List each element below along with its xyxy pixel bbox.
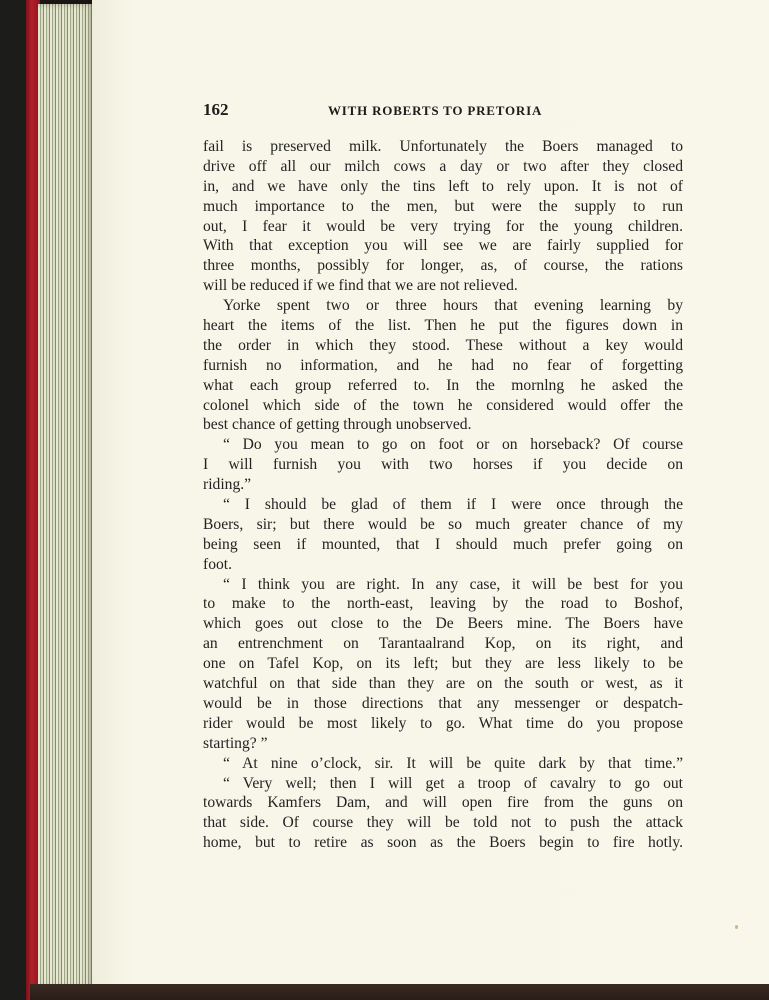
text-line: I will furnish you with two horses if you decide on [203, 456, 683, 474]
text-line: three months, possibly for longer, as, of course, the rations [203, 257, 683, 275]
text-line: drive off all our milch cows a day or two after they closed [203, 157, 683, 175]
text-line: With that exception you will see we are fairly supplied for [203, 237, 683, 255]
text-line: starting? ” [203, 734, 268, 752]
text-line: fail is preserved milk. Unfortunately the Boers managed to [203, 138, 683, 155]
text-line: “ I should be glad of them if I were once through the [223, 496, 683, 514]
text-line: colonel which side of the town he considered would offer the [203, 396, 683, 414]
body-text [203, 137, 683, 853]
text-line: that side. Of course they will be told not to push the attack [203, 814, 683, 832]
text-line: riding.” [203, 476, 252, 494]
text-line: best chance of getting through unobserved. [203, 416, 472, 434]
text-line: furnish no information, and he had no fear of forgetting [203, 356, 683, 374]
text-line: watchful on that side than they are on the south or west, as it [203, 675, 683, 693]
text-line: towards Kamfers Dam, and will open fire from the guns on [203, 794, 683, 812]
text-line: “ I think you are right. In any case, it will be best for you [223, 575, 683, 593]
text-line: which goes out close to the De Beers mine. The Boers have [203, 615, 683, 633]
text-line: “ Very well; then I will get a troop of cavalry to go out [223, 774, 683, 792]
text-line: much importance to the men, but were the supply to run [203, 197, 683, 215]
text-line: “ Do you mean to go on foot or on horseback? Of course [223, 436, 683, 454]
text-line: in, and we have only the tins left to rely upon. It is not of [203, 177, 683, 195]
text-line: to make to the north-east, leaving by the road to Boshof, [203, 595, 683, 613]
text-line: rider would be most likely to go. What time do you propose [203, 714, 683, 732]
bottom-edge [30, 984, 769, 1000]
page-mark [735, 925, 738, 929]
text-line: being seen if mounted, that I should much prefer going on [203, 535, 683, 553]
page-number: 162 [203, 100, 229, 119]
text-line: an entrenchment on Tarantaalrand Kop, on its right, and [203, 635, 683, 653]
text-line: “ At nine o’clock, sir. It will be quite dark by that time.” [223, 754, 683, 772]
text-line: Boers, sir; but there would be so much greater chance of my [203, 515, 683, 533]
text-line: the order in which they stood. These without a key would [203, 336, 683, 354]
text-line: would be in those directions that any messenger or despatch- [203, 694, 683, 712]
text-line: will be reduced if we find that we are not relieved. [203, 277, 518, 295]
running-head: WITH ROBERTS TO PRETORIA [328, 103, 543, 118]
text-line: home, but to retire as soon as the Boers begin to fire hotly. [203, 834, 683, 852]
text-line: Yorke spent two or three hours that evening learning by [223, 297, 683, 315]
text-line: heart the items of the list. Then he put the figures down in [203, 317, 683, 335]
text-line: foot. [203, 555, 233, 573]
page-header [203, 100, 683, 124]
text-line: what each group referred to. In the mornlng he asked the [203, 376, 683, 394]
page-edges [38, 4, 94, 988]
text-line: one on Tafel Kop, on its left; but they are less likely to be [203, 655, 683, 673]
text-line: out, I fear it would be very trying for the young children. [203, 217, 683, 235]
